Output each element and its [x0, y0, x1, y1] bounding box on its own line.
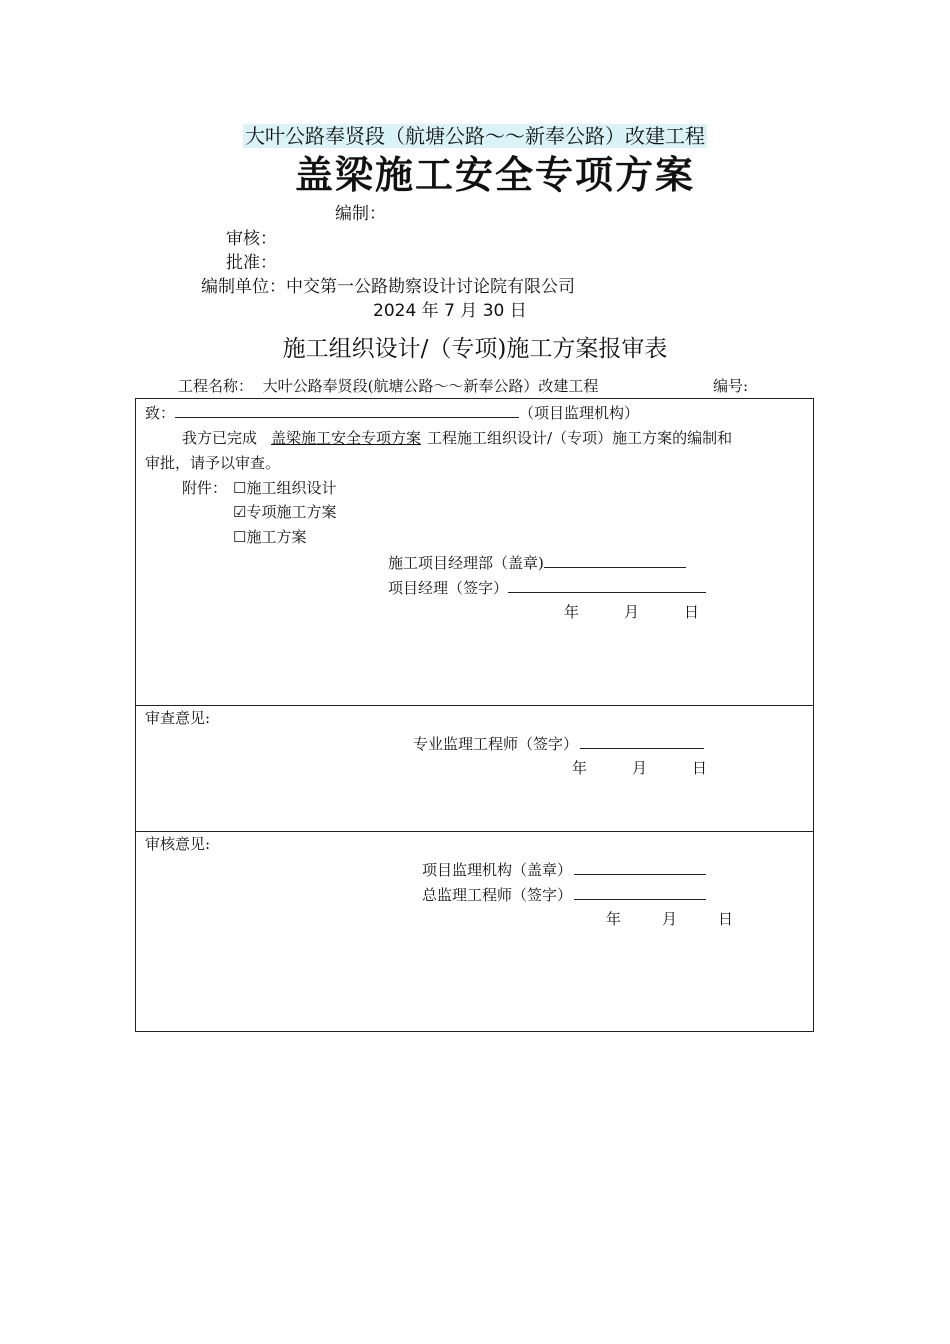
review-date-row: [572, 758, 707, 778]
date-day-label: 日: [692, 759, 708, 777]
compiler-label: 编制：: [335, 204, 386, 224]
supervision-label: 项目监理机构（盖章）: [422, 861, 573, 879]
checkbox-checked-icon: ☑: [233, 503, 247, 521]
attachment-label: 施工方案: [246, 528, 307, 546]
audit-section: [136, 831, 813, 1033]
project-name-heading: [0, 122, 950, 150]
project-name-text: 大叶公路奉贤段（航塘公路～～新奉公路）改建工程: [245, 124, 705, 148]
statement-line-2: 审批，请予以审查。: [145, 454, 281, 472]
statement-suffix: 工程施工组织设计/（专项）施工方案的编制和: [427, 429, 733, 447]
project-name-value: 大叶公路奉贤段(航塘公路～～新奉公路）改建工程: [262, 377, 599, 395]
attachment-item-special-plan[interactable]: [233, 502, 336, 522]
project-name-field: [178, 376, 598, 396]
attachments-label: 附件：: [182, 479, 228, 497]
audit-opinion-label: 审核意见:: [145, 835, 211, 853]
engineer-signature-blank[interactable]: [580, 733, 704, 749]
form-title: 施工组织设计/（专项)施工方案报审表: [282, 336, 668, 362]
pm-signature-blank[interactable]: [508, 577, 706, 593]
chief-signature-row: [422, 884, 706, 905]
pm-dept-seal-row: [388, 552, 686, 573]
statement-line-1: [182, 428, 732, 448]
date-day-label: 日: [684, 603, 700, 621]
recipient-suffix: （项目监理机构）: [519, 404, 640, 422]
chief-label: 总监理工程师（签字）: [422, 886, 573, 904]
checkbox-unchecked-icon: ☐: [233, 528, 247, 546]
review-opinion-label: 审查意见:: [145, 709, 211, 727]
pm-dept-seal-blank[interactable]: [544, 552, 686, 568]
audit-date-row: [606, 909, 733, 929]
approval-form-table: [135, 398, 814, 1032]
form-number-label: 编号:: [713, 377, 749, 395]
statement-plan-name: 盖梁施工安全专项方案: [271, 429, 422, 447]
date-year-label: 年: [606, 910, 622, 928]
date-month-label: 月: [662, 910, 678, 928]
submission-date-row: [564, 602, 699, 622]
cover-date: 2024 年 7 月 30 日: [373, 301, 527, 321]
document-title: 盖梁施工安全专项方案: [294, 152, 695, 197]
chief-signature-blank[interactable]: [574, 884, 706, 900]
reviewer-label: 审核：: [226, 229, 277, 249]
pm-dept-label: 施工项目经理部（盖章): [388, 554, 544, 572]
statement-prefix: 我方已完成: [182, 429, 258, 447]
pm-signature-row: [388, 577, 706, 598]
supervision-seal-row: [422, 859, 706, 880]
date-year-label: 年: [572, 759, 588, 777]
checkbox-unchecked-icon: ☐: [233, 479, 247, 497]
date-month-label: 月: [624, 603, 640, 621]
attachment-label: 专项施工方案: [246, 503, 337, 521]
attachment-item-construction-design[interactable]: [233, 478, 336, 498]
organization-name: 中交第一公路勘察设计讨论院有限公司: [286, 277, 575, 297]
organization-label: 编制单位：: [201, 277, 286, 297]
submission-section: [136, 399, 813, 705]
project-name-label: 工程名称：: [178, 377, 254, 395]
approver-label: 批准：: [226, 253, 277, 273]
date-year-label: 年: [564, 603, 580, 621]
recipient-label: 致：: [145, 404, 176, 422]
pm-label: 项目经理（签字）: [388, 579, 509, 597]
review-section: [136, 705, 813, 831]
attachment-label: 施工组织设计: [246, 479, 337, 497]
supervision-seal-blank[interactable]: [574, 859, 706, 875]
date-month-label: 月: [632, 759, 648, 777]
attachment-item-construction-plan[interactable]: [233, 527, 306, 547]
recipient-blank[interactable]: [175, 402, 519, 418]
organization-line: [201, 276, 575, 298]
engineer-label: 专业监理工程师（签字）: [413, 735, 579, 753]
date-day-label: 日: [718, 910, 734, 928]
recipient-row: [145, 402, 639, 423]
engineer-signature-row: [413, 733, 704, 754]
